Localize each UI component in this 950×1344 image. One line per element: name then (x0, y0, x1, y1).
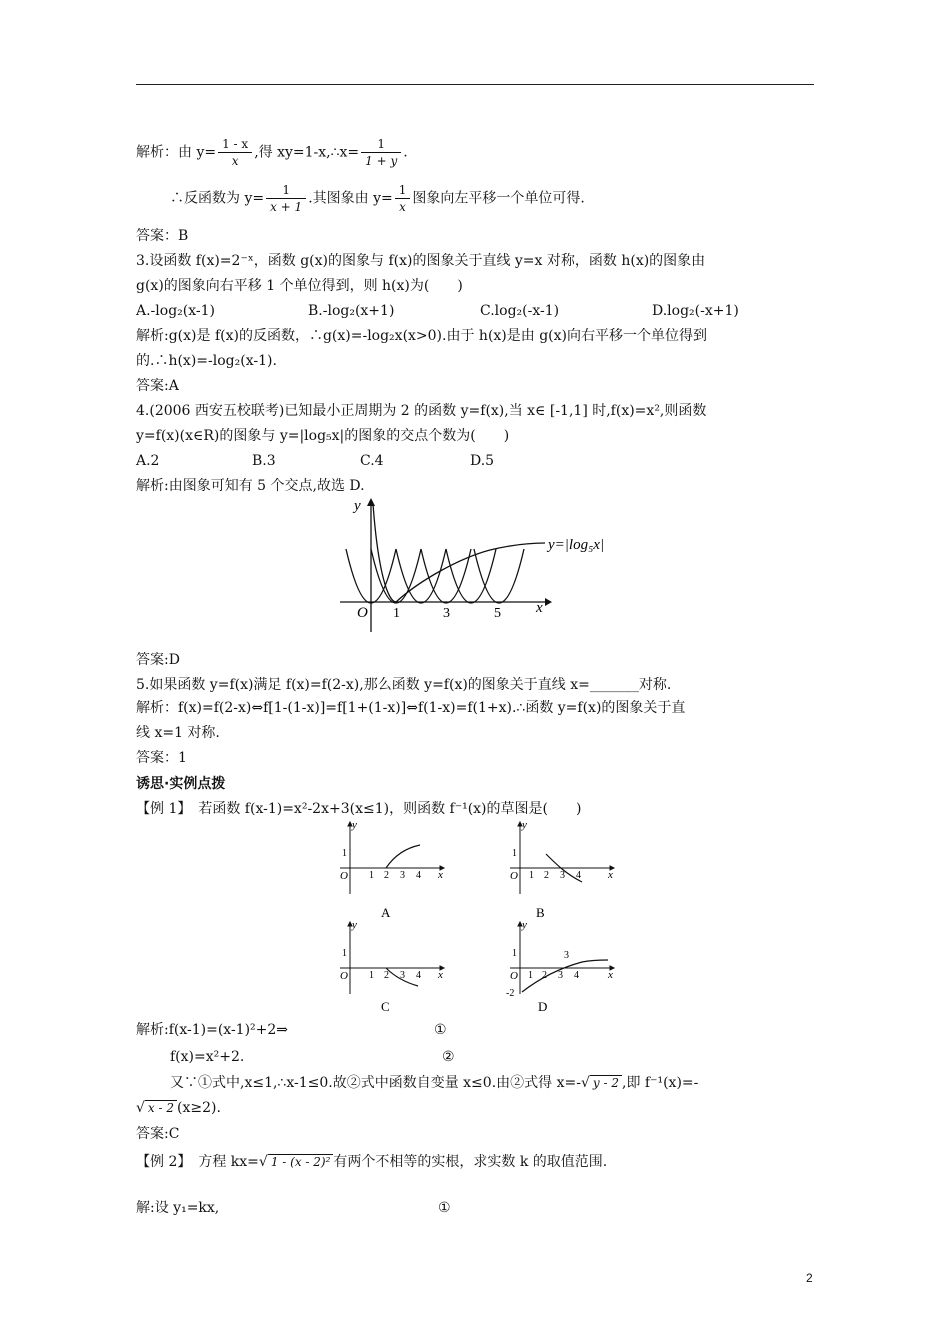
fraction (395, 182, 411, 215)
denominator: x (399, 200, 406, 214)
question-3-line-1: 3.设函数 f(x)=2⁻ˣ，函数 g(x)的图象与 f(x)的图象关于直线 y=x 对称，函数 h(x)的图象由 (136, 253, 706, 269)
x-label: x (438, 869, 443, 881)
caption-c: C (381, 999, 390, 1014)
x-tick: 1 (369, 870, 374, 881)
denominator: 1 + y (365, 154, 398, 168)
solution-line-2 (170, 182, 585, 215)
radicand: x - 2 (145, 1100, 177, 1115)
text: ,即 f⁻¹(x)=- (622, 1075, 699, 1091)
x-tick: 4 (574, 970, 579, 981)
y-label: y (354, 498, 361, 514)
caption-d: D (538, 999, 548, 1014)
x-tick: 2 (384, 870, 389, 881)
question-3-line-2: g(x)的图象向右平移 1 个单位得到，则 h(x)为( ) (136, 278, 463, 294)
option-d: D.5 (470, 453, 495, 469)
radical-sign: √ (136, 1100, 145, 1116)
solution-line-1 (136, 136, 408, 169)
question-4-line-2: y=f(x)(x∈R)的图象与 y=|log₅x|的图象的交点个数为( ) (136, 428, 510, 444)
log5-figure (330, 492, 630, 642)
tick-3: 3 (443, 606, 450, 621)
example-1-solution-3 (170, 1073, 698, 1093)
caption-a: A (381, 905, 391, 920)
radicand: y - 2 (590, 1075, 622, 1090)
header-rule (136, 84, 814, 85)
marker-1: ① (434, 1022, 447, 1038)
x-tick: 3 (400, 970, 405, 981)
y-tick: 1 (512, 848, 517, 859)
text: .其图象由 y= (308, 190, 393, 207)
x-label: x (438, 969, 443, 981)
example-2-question (136, 1152, 607, 1172)
marker-1: ① (438, 1200, 451, 1216)
text: 【例 2】 方程 kx= (136, 1154, 259, 1170)
x-tick: 2 (544, 870, 549, 881)
option-c: C.log₂(-x-1) (480, 303, 560, 319)
radical-sign: √ (258, 1154, 268, 1170)
parabola-4 (421, 549, 471, 603)
fraction (266, 182, 306, 215)
origin-label: O (340, 970, 348, 982)
option-a: A.-log₂(x-1) (136, 303, 215, 319)
figure-d (506, 919, 614, 1014)
caption-b: B (536, 905, 545, 920)
question-5-line-1: 5.如果函数 y=f(x)满足 f(x)=f(2-x),那么函数 y=f(x)的图象关于直线 x=_______对称. (136, 677, 672, 693)
text: 图象向左平移一个单位可得. (412, 190, 585, 207)
x-label: x (608, 969, 613, 981)
y-label: y (522, 820, 527, 831)
tick-5: 5 (494, 606, 501, 621)
radical-sign: √ (580, 1075, 590, 1091)
radicand: 1 - (x - 2)² (268, 1154, 334, 1169)
text: . (403, 144, 408, 161)
example-2-solution-1 (136, 1198, 451, 1218)
answer-4: 答案:D (136, 652, 180, 668)
numerator: 1 - x (218, 136, 252, 153)
y-tick: 1 (342, 848, 347, 859)
origin-label: O (510, 970, 518, 982)
x-tick: 4 (576, 870, 581, 881)
option-c: C.4 (360, 453, 384, 469)
example-1-solution-2 (170, 1047, 455, 1067)
text: 解析:f(x-1)=(x-1)²+2⇒ (136, 1022, 289, 1038)
example-1-question: 【例 1】 若函数 f(x-1)=x²-2x+3(x≤1)，则函数 f⁻¹(x)的草图是( ) (136, 801, 582, 817)
option-figures (330, 820, 620, 1020)
y-axis-arrow (367, 498, 375, 506)
y-label: y (522, 919, 527, 931)
x-tick: 4 (416, 870, 421, 881)
text: ∴反函数为 y= (170, 190, 265, 207)
curve-label: y=|log₅x| (548, 537, 605, 553)
question-4-line-1: 4.(2006 西安五校联考)已知最小正周期为 2 的函数 y=f(x),当 x∈ [-1,1] 时,f(x)=x²,则函数 (136, 403, 707, 419)
denominator: x + 1 (270, 200, 303, 214)
numerator: 1 (395, 182, 411, 199)
x-tick: 2 (542, 970, 547, 981)
text: f(x)=x²+2. (170, 1049, 245, 1065)
question-4-solution: 解析:由图象可知有 5 个交点,故选 D. (136, 478, 365, 494)
fraction (218, 136, 252, 169)
answer-3: 答案:A (136, 378, 179, 394)
origin-label: O (340, 870, 348, 882)
extra-tick-neg: -2 (506, 988, 515, 999)
y-tick: 1 (342, 948, 347, 959)
origin-label: O (357, 605, 368, 621)
x-tick: 1 (369, 970, 374, 981)
option-b: B.3 (252, 453, 276, 469)
answer-example-1: 答案:C (136, 1126, 180, 1142)
option-a: A.2 (136, 453, 160, 469)
question-3-solution-1: 解析:g(x)是 f(x)的反函数，∴g(x)=-log₂x(x>0).由于 h(x)是由 g(x)向右平移一个单位得到 (136, 328, 707, 344)
example-1-solution-4 (136, 1098, 221, 1118)
marker-2: ② (442, 1049, 455, 1065)
x-tick: 1 (529, 870, 534, 881)
question-5-solution-1: 解析：f(x)=f(2-x)⇔f[1-(1-x)]=f[1+(1-x)]⇔f(1-x)=f(1+x).∴函数 y=f(x)的图象关于直 (136, 700, 686, 716)
question-3-solution-2: 的.∴h(x)=-log₂(x-1). (136, 353, 277, 369)
example-1-solution-1 (136, 1020, 447, 1040)
page-number: 2 (806, 1271, 813, 1285)
numerator: 1 (361, 136, 401, 153)
text: 又∵①式中,x≤1,∴x-1≤0.故②式中函数自变量 x≤0.由②式得 x=- (170, 1075, 581, 1091)
parabola-6 (474, 549, 524, 603)
fraction (361, 136, 401, 169)
option-b: B.-log₂(x+1) (308, 303, 395, 319)
text: ,得 xy=1-x,∴x= (254, 144, 360, 161)
answer-1: 答案：B (136, 228, 189, 244)
x-tick: 3 (560, 870, 565, 881)
answer-5: 答案：1 (136, 750, 187, 766)
option-d: D.log₂(-x+1) (652, 303, 739, 319)
denominator: x (231, 154, 239, 168)
x-tick: 3 (400, 870, 405, 881)
y-tick: 1 (512, 948, 517, 959)
figure-a (340, 820, 444, 920)
x-label: x (608, 869, 613, 881)
text: 解析：由 y= (136, 144, 217, 161)
section-heading: 诱思·实例点拨 (136, 776, 226, 792)
parabola-5 (446, 549, 496, 603)
text: (x≥2). (177, 1100, 221, 1116)
y-label: y (352, 919, 357, 931)
x-tick: 3 (558, 970, 563, 981)
figure-b (510, 820, 614, 920)
extra-tick-top: 3 (564, 950, 569, 961)
x-tick: 1 (528, 970, 533, 981)
y-label: y (352, 820, 357, 831)
text: 有两个不相等的实根，求实数 k 的取值范围. (333, 1154, 608, 1170)
text: 解:设 y₁=kx, (136, 1200, 220, 1216)
figure-c (340, 919, 444, 1014)
x-tick: 4 (416, 970, 421, 981)
numerator: 1 (266, 182, 306, 199)
origin-label: O (510, 870, 518, 882)
tick-1: 1 (393, 606, 400, 621)
question-5-solution-2: 线 x=1 对称. (136, 725, 220, 741)
x-axis-arrow (545, 598, 552, 606)
x-tick: 2 (384, 970, 389, 981)
x-label: x (536, 600, 543, 616)
